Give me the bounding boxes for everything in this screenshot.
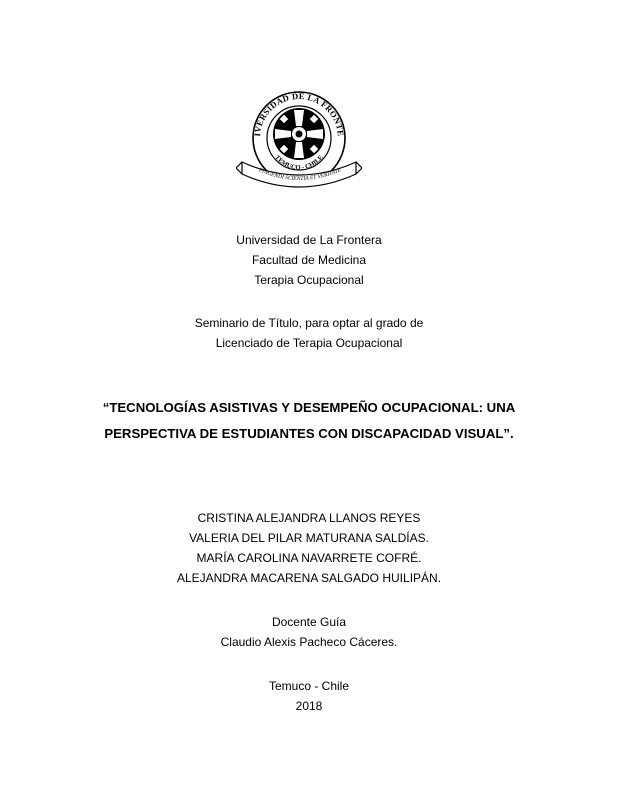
author-name: MARÍA CAROLINA NAVARRETE COFRÉ. (196, 551, 422, 565)
seminar-line-2: Licenciado de Terapia Ocupacional (215, 336, 403, 350)
advisor-label: Docente Guía (271, 615, 347, 629)
seminar-line-1: Seminario de Título, para optar al grado de (194, 316, 424, 330)
advisor-name: Claudio Alexis Pacheco Cáceres. (220, 635, 398, 649)
author-name: CRISTINA ALEJANDRA LLANOS REYES (197, 511, 421, 525)
svg-text:FINGENDI SCIENTIA ET VERITATE: FINGENDI SCIENTIA ET VERITATE (257, 167, 343, 183)
svg-text:TEMUCO - CHILE: TEMUCO - CHILE (273, 154, 325, 172)
thesis-title-line-1: “TECNOLOGÍAS ASISTIVAS Y DESEMPEÑO OCUPACIONAL: UNA (102, 400, 516, 415)
program-name: Terapia Ocupacional (254, 273, 364, 287)
thesis-title-line-2: PERSPECTIVA DE ESTUDIANTES CON DISCAPACIDAD VISUAL”. (104, 426, 514, 441)
author-name: VALERIA DEL PILAR MATURANA SALDÍAS. (189, 531, 429, 545)
author-name: ALEJANDRA MACARENA SALGADO HUILIPÁN. (176, 571, 442, 585)
university-seal-logo (236, 88, 362, 200)
svg-text:UNIVERSIDAD DE LA FRONTERA: IVERSIDAD DE LA FRONTE (252, 90, 347, 137)
seal-graphic (236, 88, 362, 200)
university-name: Universidad de La Frontera (236, 233, 382, 247)
faculty-name: Facultad de Medicina (251, 253, 367, 267)
place: Temuco - Chile (268, 679, 350, 693)
year: 2018 (295, 699, 323, 713)
